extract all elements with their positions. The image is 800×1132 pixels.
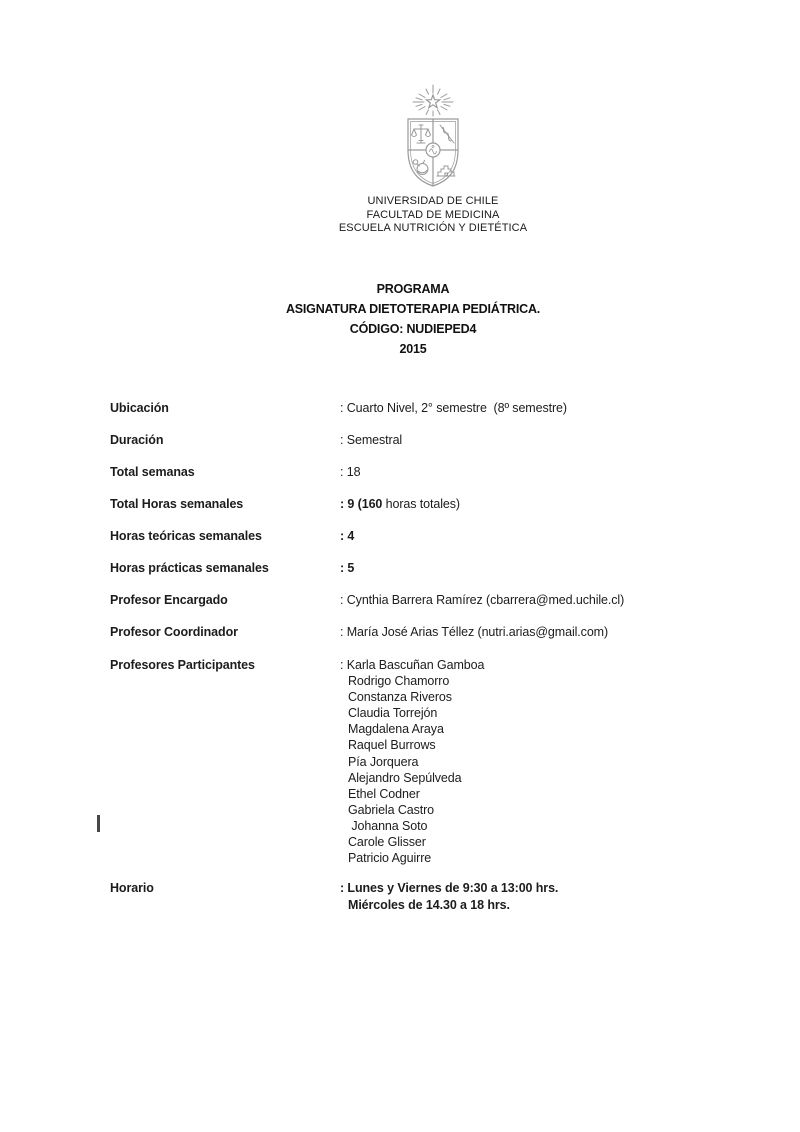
- star-icon: [426, 95, 439, 108]
- university-crest-logo: [396, 84, 472, 190]
- field-row-horas-teoricas: [110, 528, 710, 544]
- title-line-programa: PROGRAMA: [376, 282, 450, 296]
- field-value: : Cuarto Nivel, 2° semestre (8º semestre): [340, 401, 567, 415]
- institution-line-university: UNIVERSIDAD DE CHILE: [367, 195, 499, 207]
- title-line-asignatura: ASIGNATURA DIETOTERAPIA PEDIÁTRICA.: [285, 302, 541, 316]
- schedule-lines: [340, 880, 558, 914]
- professor-name: : Karla Bascuñan Gamboa: [340, 658, 485, 672]
- field-label: Ubicación: [110, 401, 169, 415]
- field-value: : Cynthia Barrera Ramírez (cbarrera@med.uchile.cl): [340, 593, 625, 607]
- field-row-horario: [110, 880, 710, 914]
- field-row-profesor-encargado: [110, 592, 710, 608]
- program-title: [213, 279, 613, 359]
- field-label: Horario: [110, 881, 154, 895]
- field-value: : 18: [340, 465, 361, 479]
- field-label: Profesor Encargado: [110, 593, 228, 607]
- professor-name: Claudia Torrejón: [348, 706, 438, 721]
- margin-cursor-mark: [97, 815, 100, 832]
- field-row-total-semanas: [110, 464, 710, 480]
- field-row-ubicacion: [110, 400, 710, 416]
- schedule-line: Miércoles de 14.30 a 18 hrs.: [348, 898, 510, 912]
- field-label: Horas prácticas semanales: [110, 561, 269, 575]
- professor-name: Raquel Burrows: [348, 738, 436, 753]
- professor-name: Rodrigo Chamorro: [348, 674, 450, 689]
- field-row-duracion: [110, 432, 710, 448]
- field-row-total-horas: [110, 496, 710, 512]
- participant-professors-list: [340, 657, 484, 866]
- field-value: : 4: [340, 529, 355, 543]
- professor-name: Ethel Codner: [348, 786, 420, 801]
- field-label: Profesores Participantes: [110, 658, 255, 672]
- field-value: : Semestral: [340, 433, 403, 447]
- field-label: Horas teóricas semanales: [110, 529, 262, 543]
- field-value: : María José Arias Téllez (nutri.arias@gmail.com): [340, 625, 609, 639]
- professor-name: Patricio Aguirre: [348, 851, 432, 866]
- field-row-horas-practicas: [110, 560, 710, 576]
- serpent-staff-icon: [440, 125, 454, 143]
- field-value: : 5: [340, 561, 355, 575]
- title-line-codigo: CÓDIGO: NUDIEPED4: [349, 322, 477, 336]
- professor-name: Carole Glisser: [348, 835, 426, 850]
- scales-icon: [412, 125, 431, 143]
- professor-name: Pía Jorquera: [348, 754, 419, 769]
- title-line-year: 2015: [399, 342, 427, 356]
- professor-name: Constanza Riveros: [348, 690, 452, 705]
- schedule-line: : Lunes y Viernes de 9:30 a 13:00 hrs.: [340, 881, 559, 895]
- professor-name: Magdalena Araya: [348, 722, 444, 737]
- professor-name: Johanna Soto: [348, 818, 428, 833]
- field-label: Total Horas semanales: [110, 497, 244, 511]
- professor-name: Gabriela Castro: [348, 802, 435, 817]
- field-label: Profesor Coordinador: [110, 625, 238, 639]
- professor-name: Alejandro Sepúlveda: [348, 770, 462, 785]
- field-row-profesores-participantes: [110, 657, 710, 866]
- institution-line-faculty: FACULTAD DE MEDICINA: [366, 208, 500, 221]
- field-row-profesor-coordinador: [110, 624, 710, 640]
- field-value: : 9 (160 horas totales): [340, 497, 460, 511]
- field-label: Total semanas: [110, 465, 195, 479]
- institution-header: [283, 195, 583, 236]
- institution-line-school: ESCUELA NUTRICIÓN Y DIETÉTICA: [338, 222, 528, 234]
- condor-compass-icon: [413, 160, 428, 175]
- field-label: Duración: [110, 433, 164, 447]
